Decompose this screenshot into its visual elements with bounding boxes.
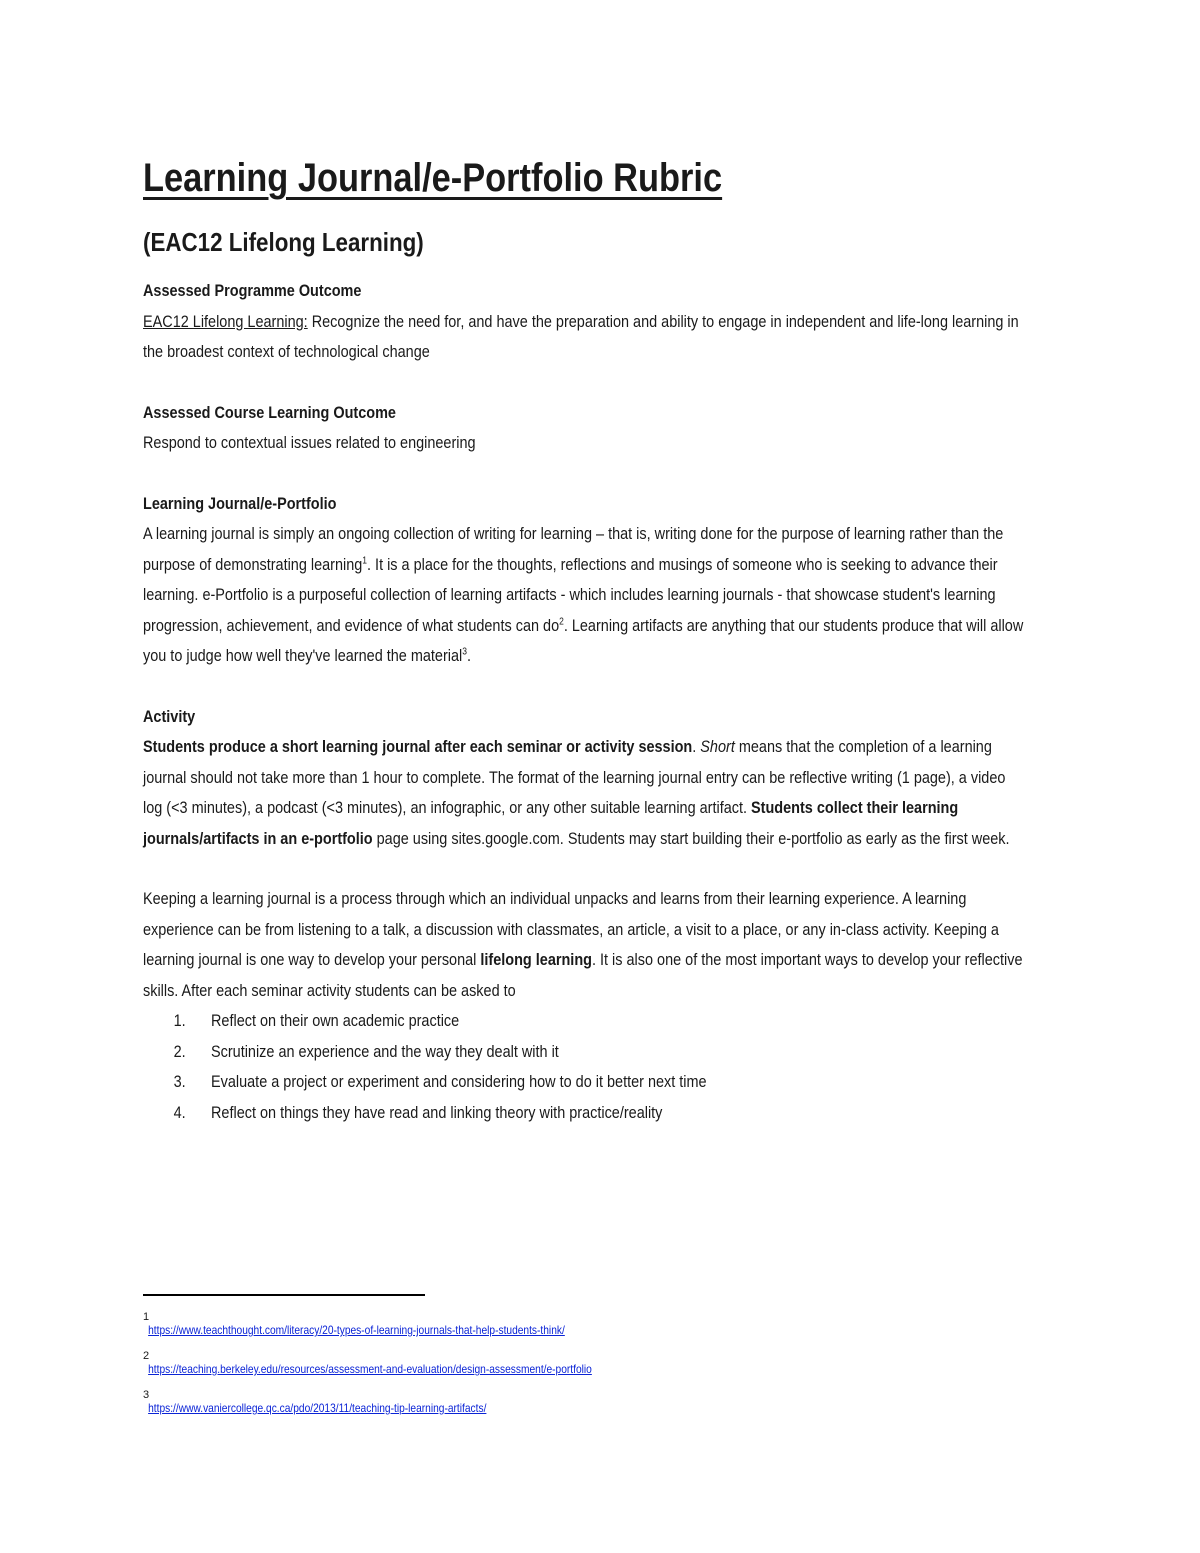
- list-item-number: 1.: [173, 1011, 186, 1030]
- journal-text: [143, 519, 1027, 672]
- list-item: [143, 1098, 1027, 1129]
- activity-text-part: page using sites.google.com. Students may start building their e-portfolio as early as the first week.: [372, 828, 1010, 848]
- journal-heading: Learning Journal/e-Portfolio: [143, 493, 337, 513]
- document-body: [143, 276, 1027, 1158]
- keeping-text-part: Keeping a learning journal is a process through which an individual unpacks and learns from their learning experience. A learning experience can be from listening to a talk, a discussion with classmates, an article, a visit to a place, or any in-class activity. Keeping a learning journal is one way to develop your personal: [143, 889, 999, 969]
- programme-outcome-text: [143, 307, 1027, 368]
- list-item-number: 3.: [173, 1072, 186, 1091]
- keeping-text-part: . It is also one of the most important ways to develop your reflective skills. After each seminar activity students can be asked to: [143, 950, 1023, 1000]
- journal-text-part: .: [466, 646, 471, 665]
- journal-text-part: A learning journal is simply an ongoing collection of writing for learning – that is, writing done for the purpose of learning rather than the purpose of demonstrating learning: [143, 524, 1004, 574]
- list-item-text: Reflect on things they have read and linking theory with practice/reality: [211, 1102, 663, 1122]
- footnote-ref-1[interactable]: 1: [362, 554, 368, 566]
- list-item-text: Evaluate a project or experiment and considering how to do it better next time: [211, 1072, 707, 1091]
- list-item-text: Reflect on their own academic practice: [211, 1011, 460, 1030]
- activity-emphasis: Students collect their learning journals/artifacts in an e-portfolio: [143, 798, 959, 848]
- journal-section: [143, 489, 1027, 672]
- keeping-emphasis: lifelong learning: [480, 950, 592, 969]
- keeping-text: [143, 884, 1027, 1006]
- document-title: Learning Journal/e-Portfolio Rubric: [143, 156, 723, 200]
- footnote-number: 1: [143, 1311, 150, 1323]
- journal-text-part: . Learning artifacts are anything that our students produce that will allow you to judge how well they've learned the material: [143, 615, 1024, 665]
- footnote-3: [143, 1390, 671, 1415]
- footnote-link[interactable]: https://www.vaniercollege.qc.ca/pdo/2013/11/teaching-tip-learning-artifacts/: [148, 1401, 487, 1415]
- course-outcome-section: [143, 398, 1027, 459]
- list-item-number: 2.: [173, 1041, 186, 1061]
- footnote-1: [143, 1312, 671, 1337]
- course-outcome-text: Respond to contextual issues related to engineering: [143, 433, 476, 452]
- footnote-2: [143, 1351, 671, 1376]
- footnotes: [143, 1312, 671, 1429]
- footnote-divider: [143, 1294, 425, 1296]
- activity-heading: Activity: [143, 706, 196, 726]
- programme-outcome-label: EAC12 Lifelong Learning:: [143, 311, 308, 331]
- footnote-link[interactable]: https://www.teachthought.com/literacy/20-types-of-learning-journals-that-help-students-think/: [148, 1323, 565, 1337]
- activity-text-part: means that the completion of a learning journal should not take more than 1 hour to complete. The format of the learning journal entry can be reflective writing (1 page), a video log (<3 minutes), a podcast (<3 minutes), an infographic, or any other suitable learning artifact.: [143, 737, 1006, 817]
- footnote-link[interactable]: https://teaching.berkeley.edu/resources/assessment-and-evaluation/design-assessment/e-portfolio: [148, 1362, 592, 1376]
- activity-section: [143, 702, 1027, 855]
- reflection-list: [143, 1006, 1027, 1128]
- course-outcome-heading: Assessed Course Learning Outcome: [143, 402, 396, 422]
- footnote-ref-3[interactable]: 3: [462, 646, 467, 658]
- activity-italic: Short: [700, 737, 735, 756]
- programme-outcome-description: Recognize the need for, and have the preparation and ability to engage in independent and life-long learning in the broadest context of technological change: [143, 311, 1019, 361]
- document-subtitle: (EAC12 Lifelong Learning): [143, 227, 424, 257]
- footnote-ref-2[interactable]: 2: [559, 615, 564, 627]
- list-item: [143, 1006, 1027, 1037]
- journal-text-part: . It is a place for the thoughts, reflections and musings of someone who is seeking to advance their learning. e-Portfolio is a purposeful collection of learning artifacts - which includes learning journals - that showcase student's learning progression, achievement, and evidence of what students can do: [143, 554, 998, 635]
- activity-emphasis: Students produce a short learning journal after each seminar or activity session: [143, 737, 693, 756]
- keeping-section: [143, 884, 1027, 1128]
- programme-outcome-heading: Assessed Programme Outcome: [143, 281, 362, 300]
- list-item-number: 4.: [173, 1102, 186, 1122]
- list-item: [143, 1037, 1027, 1068]
- activity-text-part: .: [692, 737, 701, 756]
- programme-outcome-section: [143, 276, 1027, 368]
- footnote-number: 3: [143, 1389, 150, 1401]
- list-item: [143, 1067, 1027, 1098]
- activity-text: [143, 732, 1027, 854]
- list-item-text: Scrutinize an experience and the way they dealt with it: [211, 1041, 559, 1061]
- footnote-number: 2: [143, 1350, 150, 1362]
